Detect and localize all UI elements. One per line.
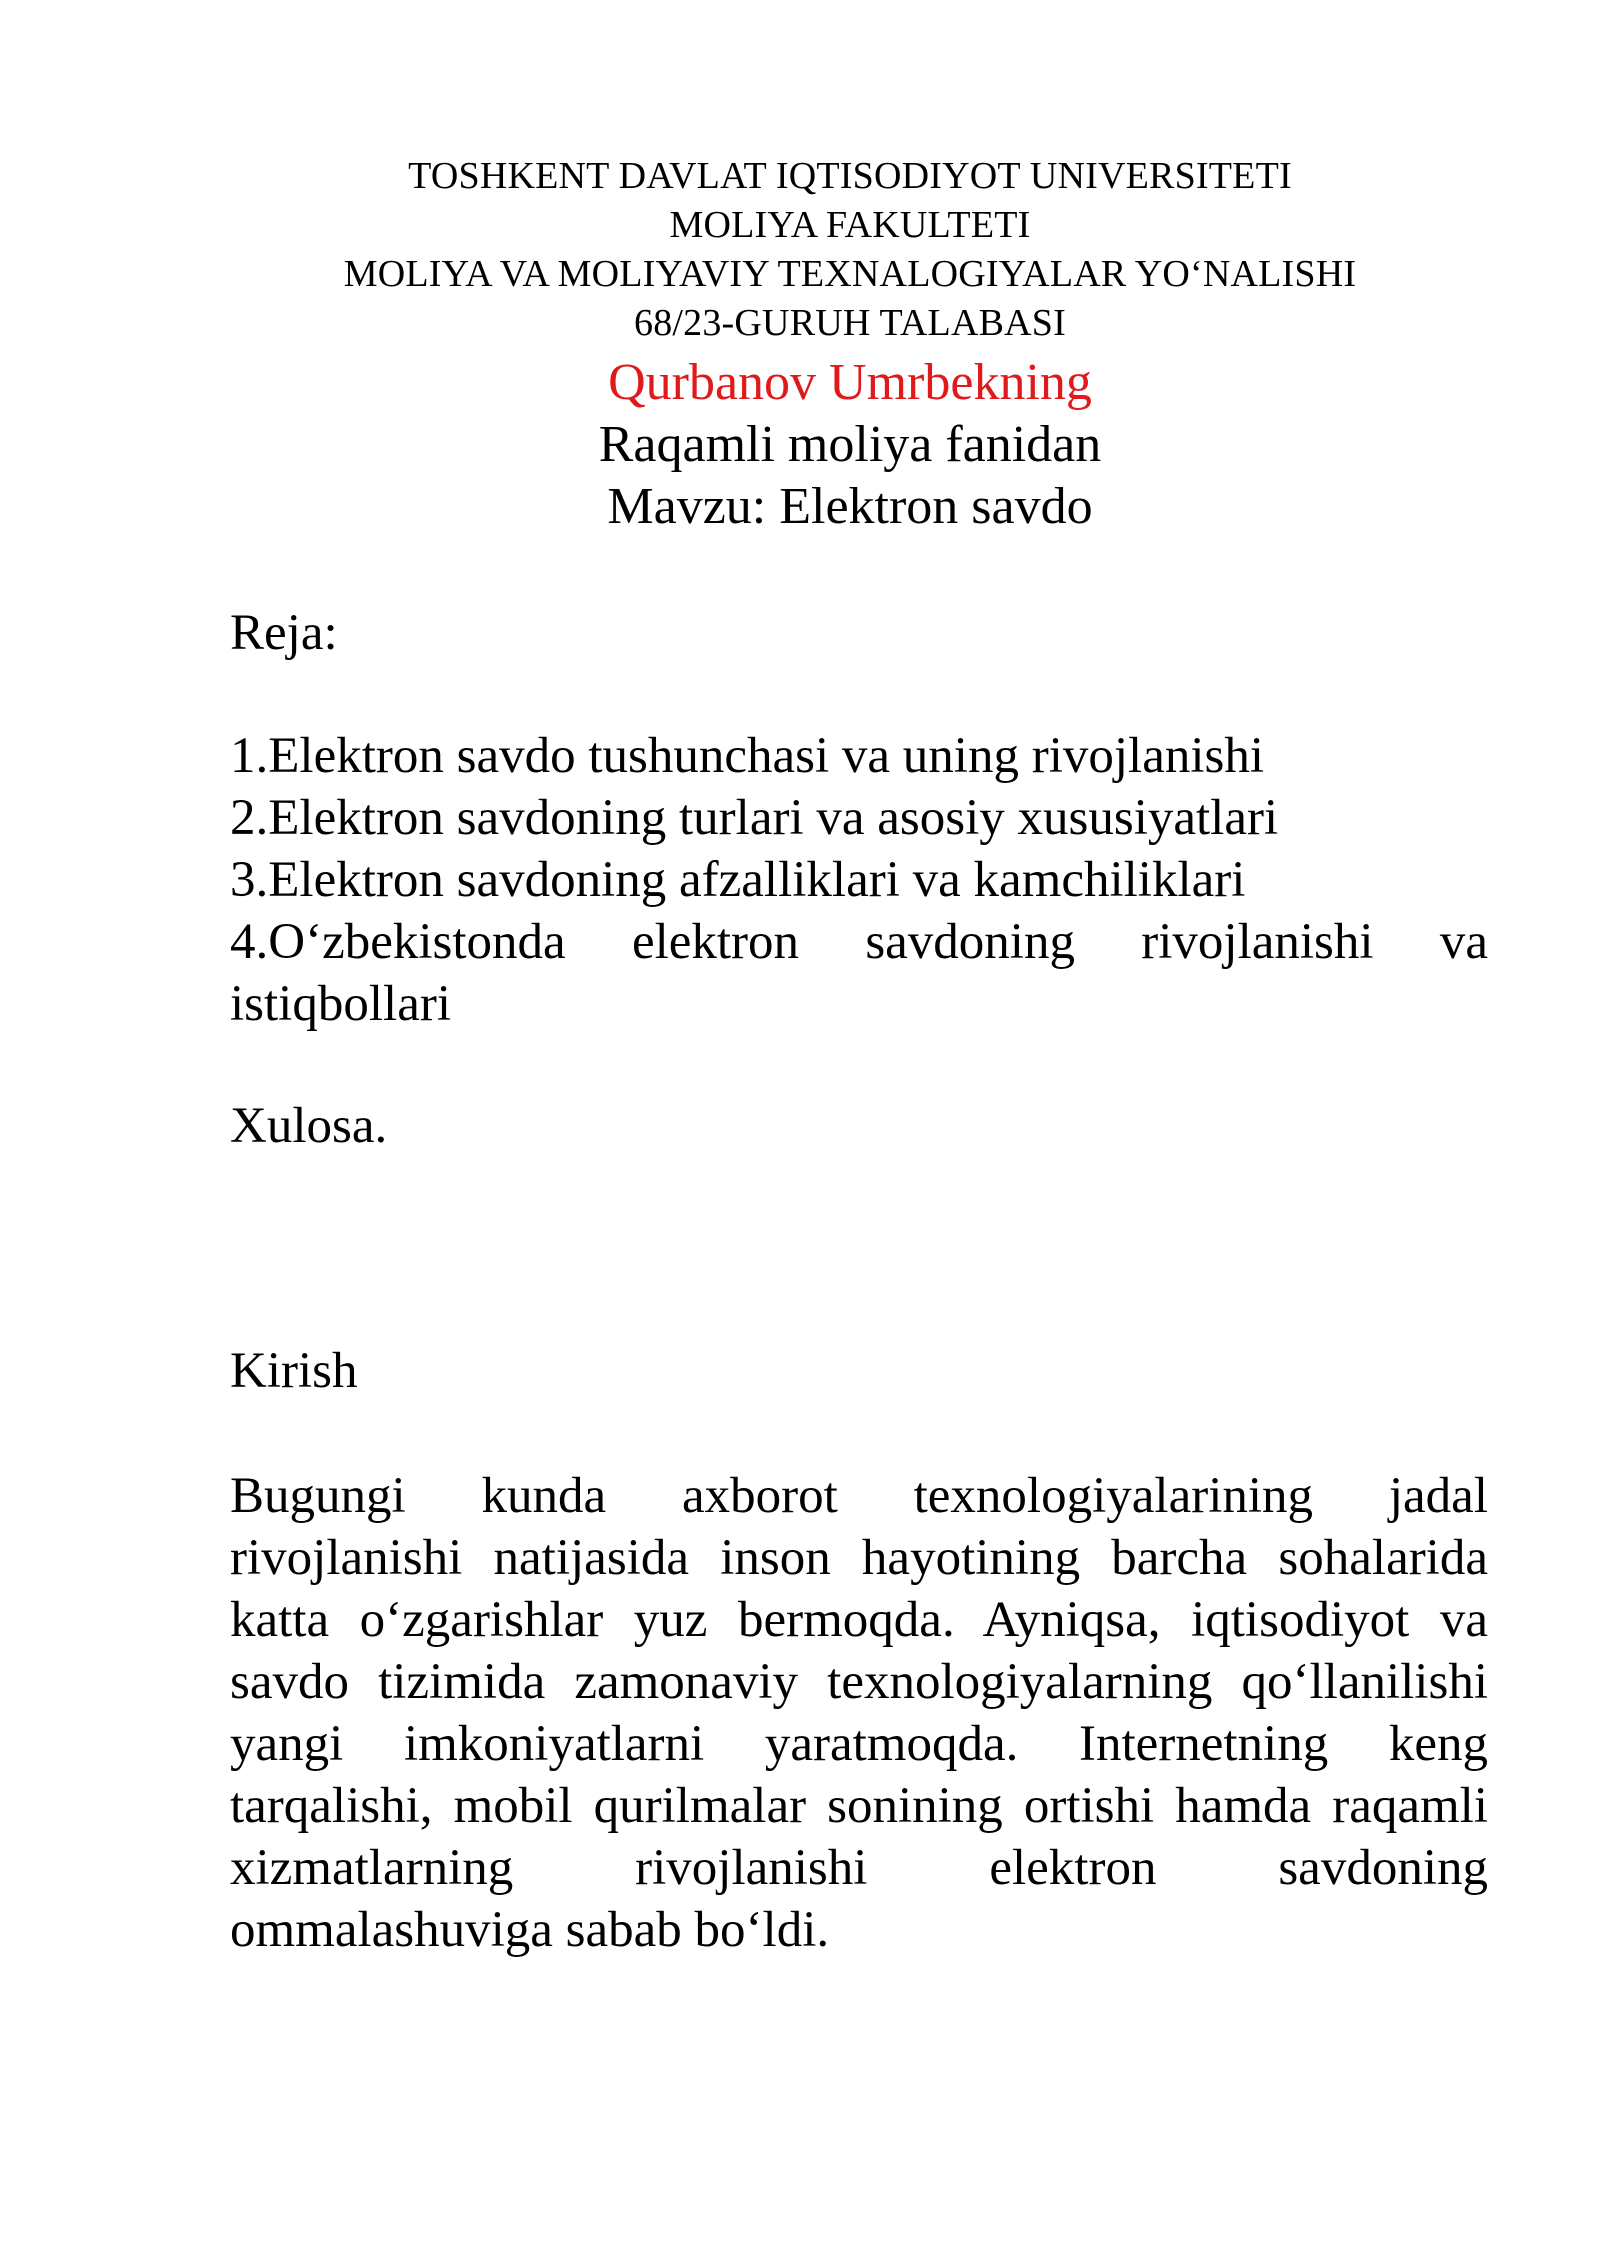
group-name: 68/23-GURUH TALABASI	[634, 302, 1066, 344]
plan-item-4: 4.O‘zbekistonda elektron savdoning rivojlanishi va istiqbollari	[230, 914, 1488, 1032]
university-name: TOSHKENT DAVLAT IQTISODIYOT UNIVERSITETI	[408, 155, 1292, 197]
conclusion-heading: Xulosa.	[230, 1098, 388, 1154]
intro-line-5: yangi imkoniyatlarni yaratmoqda. Internetning keng	[230, 1716, 1488, 1772]
intro-line-8: ommalashuviga sabab bo‘ldi.	[230, 1902, 830, 1958]
intro-line-7: xizmatlarning rivojlanishi elektron savdoning	[230, 1840, 1488, 1896]
plan-item-3: 3.Elektron savdoning afzalliklari va kamchiliklari	[230, 852, 1246, 908]
intro-line-6: tarqalishi, mobil qurilmalar sonining ortishi hamda raqamli	[230, 1778, 1488, 1834]
intro-heading: Kirish	[230, 1343, 358, 1399]
direction-name: MOLIYA VA MOLIYAVIY TEXNALOGIYALAR YO‘NALISHI	[343, 253, 1357, 295]
intro-line-3: katta o‘zgarishlar yuz bermoqda. Ayniqsa, iqtisodiyot va	[230, 1592, 1488, 1648]
topic-title: Mavzu: Elektron savdo	[607, 478, 1093, 535]
intro-paragraph	[230, 1465, 1488, 1961]
intro-line-2: rivojlanishi natijasida inson hayotining barcha sohalarida	[230, 1530, 1488, 1586]
intro-line-4: savdo tizimida zamonaviy texnologiyalarning qo‘llanilishi	[230, 1654, 1488, 1710]
intro-line-1: Bugungi kunda axborot texnologiyalarining jadal	[230, 1468, 1488, 1524]
title-block	[200, 152, 1500, 538]
subject-name: Raqamli moliya fanidan	[598, 416, 1102, 473]
faculty-name: MOLIYA FAKULTETI	[669, 204, 1031, 246]
plan-item-1: 1.Elektron savdo tushunchasi va uning rivojlanishi	[230, 728, 1265, 784]
plan-list	[230, 725, 1488, 1035]
plan-item-2: 2.Elektron savdoning turlari va asosiy xususiyatlari	[230, 790, 1279, 846]
author-name: Qurbanov Umrbekning	[608, 354, 1092, 411]
plan-heading: Reja:	[230, 605, 338, 661]
